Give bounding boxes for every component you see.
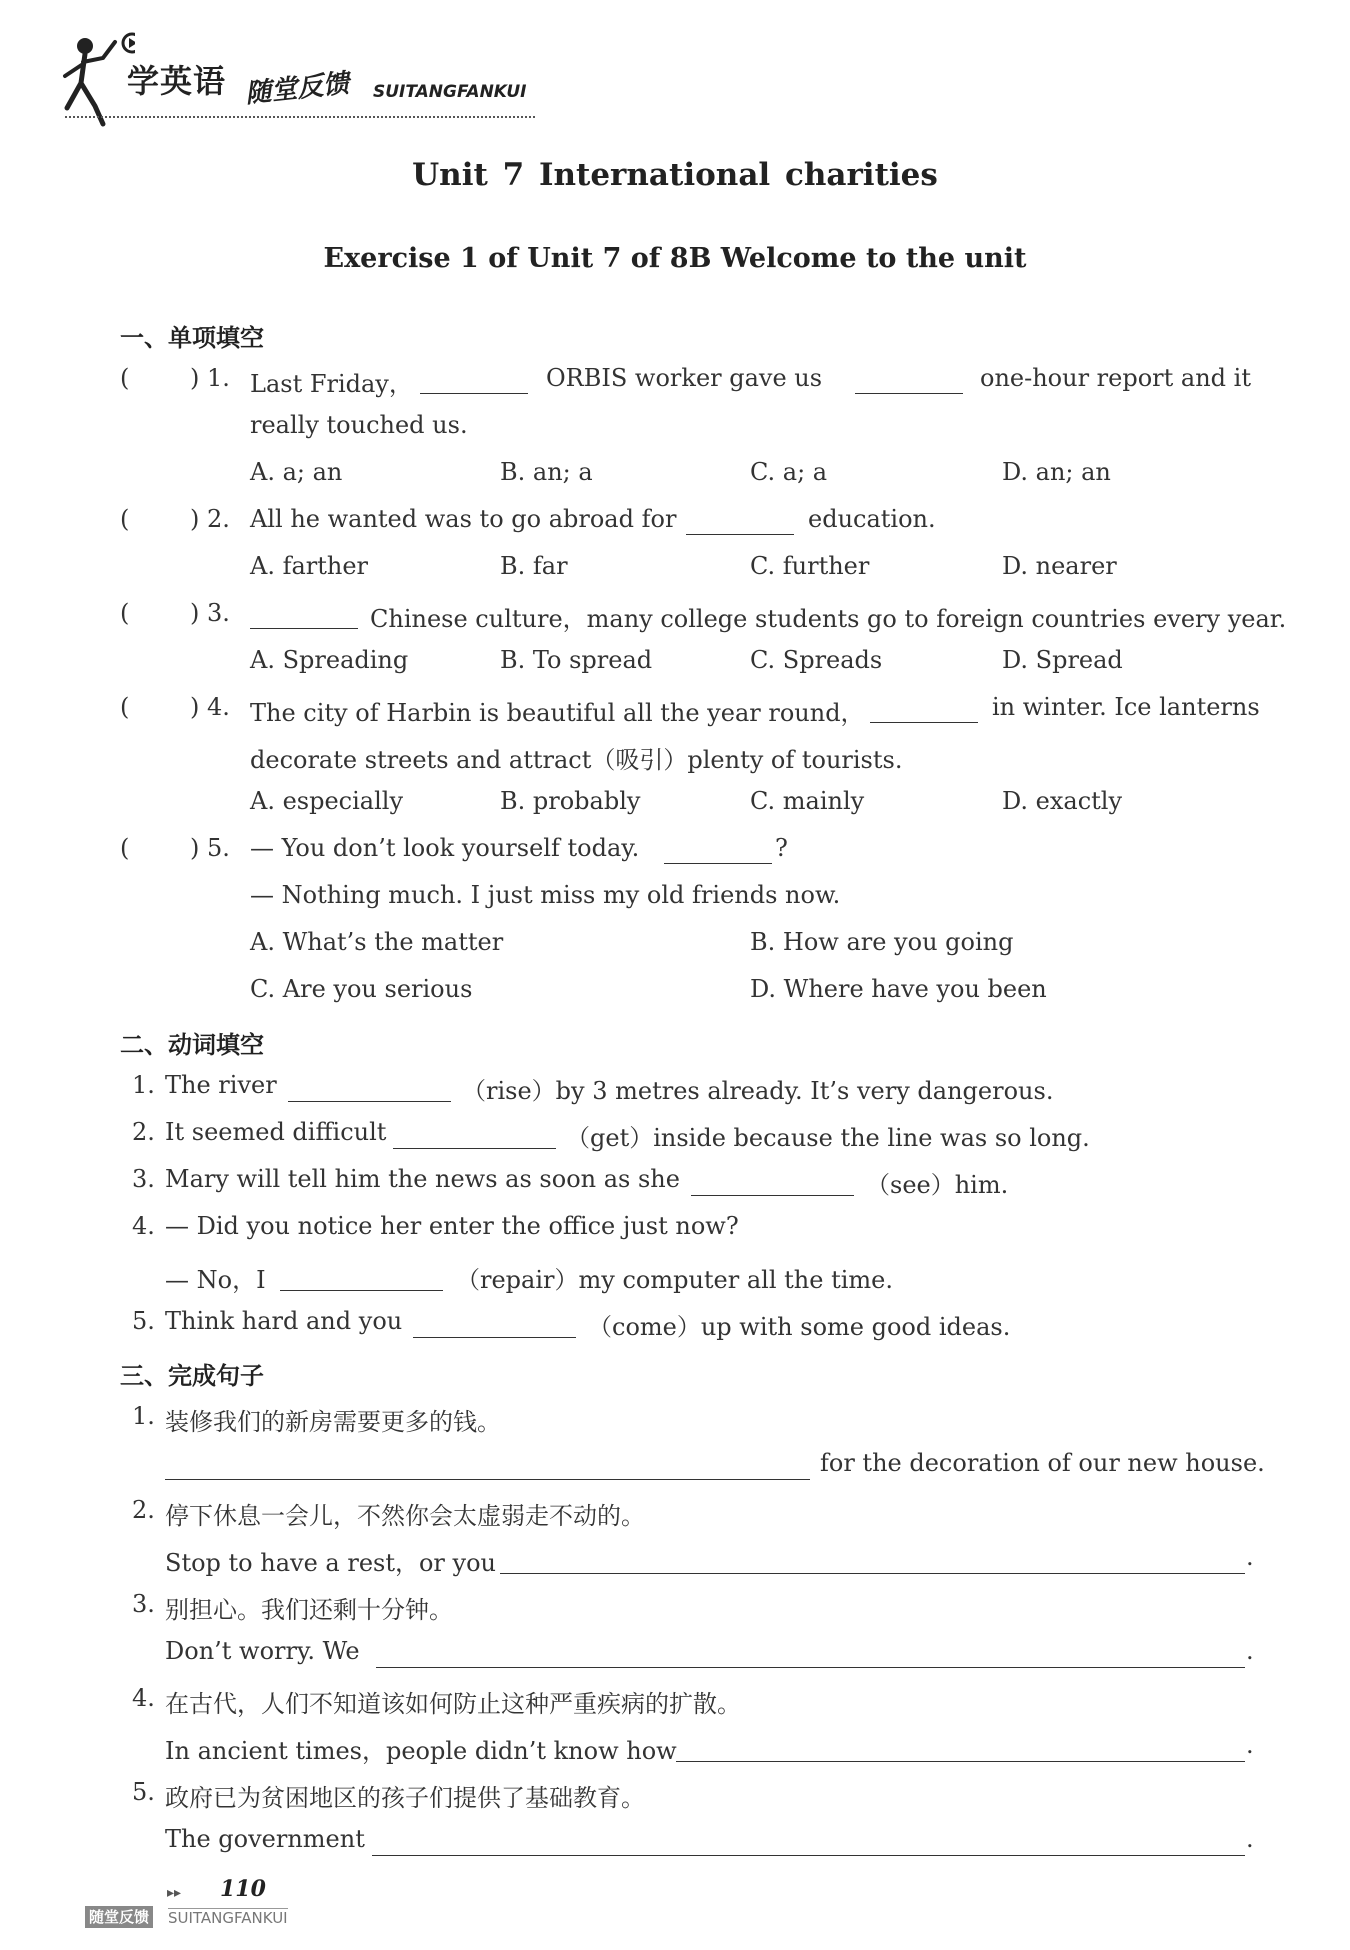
option-a[interactable]: A. farther [250,552,369,580]
option-b[interactable]: B. To spread [500,646,653,674]
chinese-prompt: 别担心。我们还剩十分钟。 [165,1596,453,1624]
option-b[interactable]: B. probably [500,787,641,815]
end-punct: . [1246,1825,1254,1853]
item-text: — Did you notice her enter the office just now? [165,1212,739,1240]
option-d[interactable]: D. Spread [1002,646,1123,674]
item-text: Think hard and you [165,1307,403,1335]
english-prompt: In ancient times，people didn’t know how [165,1737,677,1765]
fill-blank[interactable] [420,392,528,394]
fill-blank[interactable] [250,627,358,629]
fill-blank[interactable] [870,721,978,723]
item-text: The river [165,1071,277,1099]
question-text: All he wanted was to go abroad for [250,505,677,533]
option-d[interactable]: D. Where have you been [750,975,1047,1003]
fill-blank[interactable] [413,1336,576,1338]
english-prompt: Don’t worry. We [165,1637,360,1665]
item-number: 1. [132,1071,155,1099]
fill-blank[interactable] [288,1100,451,1102]
unit-title: Unit 7 International charities [412,157,938,193]
item-text: （see）him. [866,1171,1009,1199]
item-text: （rise）by 3 metres already. It’s very dangerous. [462,1077,1054,1105]
option-d[interactable]: D. exactly [1002,787,1123,815]
brand-subtitle-en: SUITANGFANKUI [373,82,527,102]
option-c[interactable]: C. Spreads [750,646,883,674]
answer-line[interactable] [165,1479,810,1480]
chinese-prompt: 装修我们的新房需要更多的钱。 [165,1408,501,1436]
item-number: 5. [132,1778,155,1806]
fill-blank[interactable] [664,862,772,864]
item-text: （get）inside because the line was so long. [566,1124,1090,1152]
option-b[interactable]: B. an; a [500,458,593,486]
item-text: （repair）my computer all the time. [456,1266,893,1294]
answer-paren[interactable]: ( [120,505,130,533]
fill-blank[interactable] [691,1194,854,1196]
chinese-prompt: 政府已为贫困地区的孩子们提供了基础教育。 [165,1784,645,1812]
option-a[interactable]: A. especially [250,787,404,815]
answer-paren[interactable]: ( [120,834,130,862]
footer-arrow-icon: ▸▸ [167,1885,182,1901]
item-number: 3. [132,1165,155,1193]
brand-subtitle: 随堂反馈 [243,68,351,110]
question-text: in winter. Ice lanterns [992,693,1260,721]
section-title-multiple-choice: 一、单项填空 [120,324,264,352]
end-punct: . [1246,1543,1254,1571]
option-a[interactable]: A. Spreading [250,646,409,674]
section-title-verb-fill: 二、动词填空 [120,1031,264,1059]
item-number: 2. [132,1118,155,1146]
brand-title: 学英语 [127,62,227,100]
question-text: Chinese culture，many college students go to foreign countries every year. [370,605,1287,633]
question-text: The city of Harbin is beautiful all the year round， [250,699,865,727]
option-c[interactable]: C. a; a [750,458,828,486]
page-number: 110 [220,1876,266,1902]
footer-badge: 随堂反馈 [85,1906,153,1928]
item-number: 5. [132,1307,155,1335]
question-number: ) 2. [190,505,230,533]
exercise-title: Exercise 1 of Unit 7 of 8B Welcome to the unit [323,243,1027,274]
answer-line[interactable] [372,1855,1245,1856]
runner-logo-icon [55,28,135,128]
option-d[interactable]: D. nearer [1002,552,1117,580]
answer-paren[interactable]: ( [120,364,130,392]
question-text: ORBIS worker gave us [546,364,823,392]
item-number: 4. [132,1212,155,1240]
fill-blank[interactable] [855,392,963,394]
question-text: — Nothing much. I just miss my old friends now. [250,881,841,909]
fill-blank[interactable] [686,533,794,535]
question-number: ) 1. [190,364,230,392]
chinese-prompt: 在古代，人们不知道该如何防止这种严重疾病的扩散。 [165,1690,741,1718]
option-d[interactable]: D. an; an [1002,458,1111,486]
answer-line[interactable] [676,1761,1245,1762]
option-a[interactable]: A. What’s the matter [250,928,504,956]
english-prompt: Stop to have a rest，or you [165,1549,496,1577]
item-text: （come）up with some good ideas. [588,1313,1011,1341]
section-title-complete-sentences: 三、完成句子 [120,1362,264,1390]
brand-header [55,28,575,128]
question-text: education. [808,505,936,533]
fill-blank[interactable] [280,1289,443,1291]
option-a[interactable]: A. a; an [250,458,343,486]
answer-paren[interactable]: ( [120,599,130,627]
item-number: 3. [132,1590,155,1618]
item-number: 1. [132,1402,155,1430]
item-number: 4. [132,1684,155,1712]
option-b[interactable]: B. How are you going [750,928,1014,956]
answer-line[interactable] [500,1573,1245,1574]
chinese-prompt: 停下休息一会儿，不然你会太虚弱走不动的。 [165,1502,645,1530]
option-c[interactable]: C. Are you serious [250,975,473,1003]
question-number: ) 5. [190,834,230,862]
answer-paren[interactable]: ( [120,693,130,721]
question-text: decorate streets and attract（吸引）plenty of tourists. [250,746,903,774]
fill-blank[interactable] [393,1147,556,1149]
answer-line[interactable] [376,1667,1245,1668]
option-b[interactable]: B. far [500,552,568,580]
item-text: It seemed difficult [165,1118,387,1146]
item-text: Mary will tell him the news as soon as she [165,1165,680,1193]
end-punct: . [1246,1637,1254,1665]
question-text: ? [775,834,788,862]
question-text: one-hour report and it [980,364,1251,392]
footer-brand: SUITANGFANKUI [168,1909,288,1927]
item-text: — No，I [165,1266,266,1294]
english-prompt: for the decoration of our new house. [820,1449,1265,1477]
question-text: — You don’t look yourself today. [250,834,640,862]
question-text: really touched us. [250,411,468,439]
question-number: ) 3. [190,599,230,627]
option-c[interactable]: C. further [750,552,870,580]
option-c[interactable]: C. mainly [750,787,865,815]
end-punct: . [1246,1731,1254,1759]
header-divider [65,116,535,118]
english-prompt: The government [165,1825,365,1853]
item-number: 2. [132,1496,155,1524]
question-text: Last Friday， [250,370,413,398]
question-number: ) 4. [190,693,230,721]
